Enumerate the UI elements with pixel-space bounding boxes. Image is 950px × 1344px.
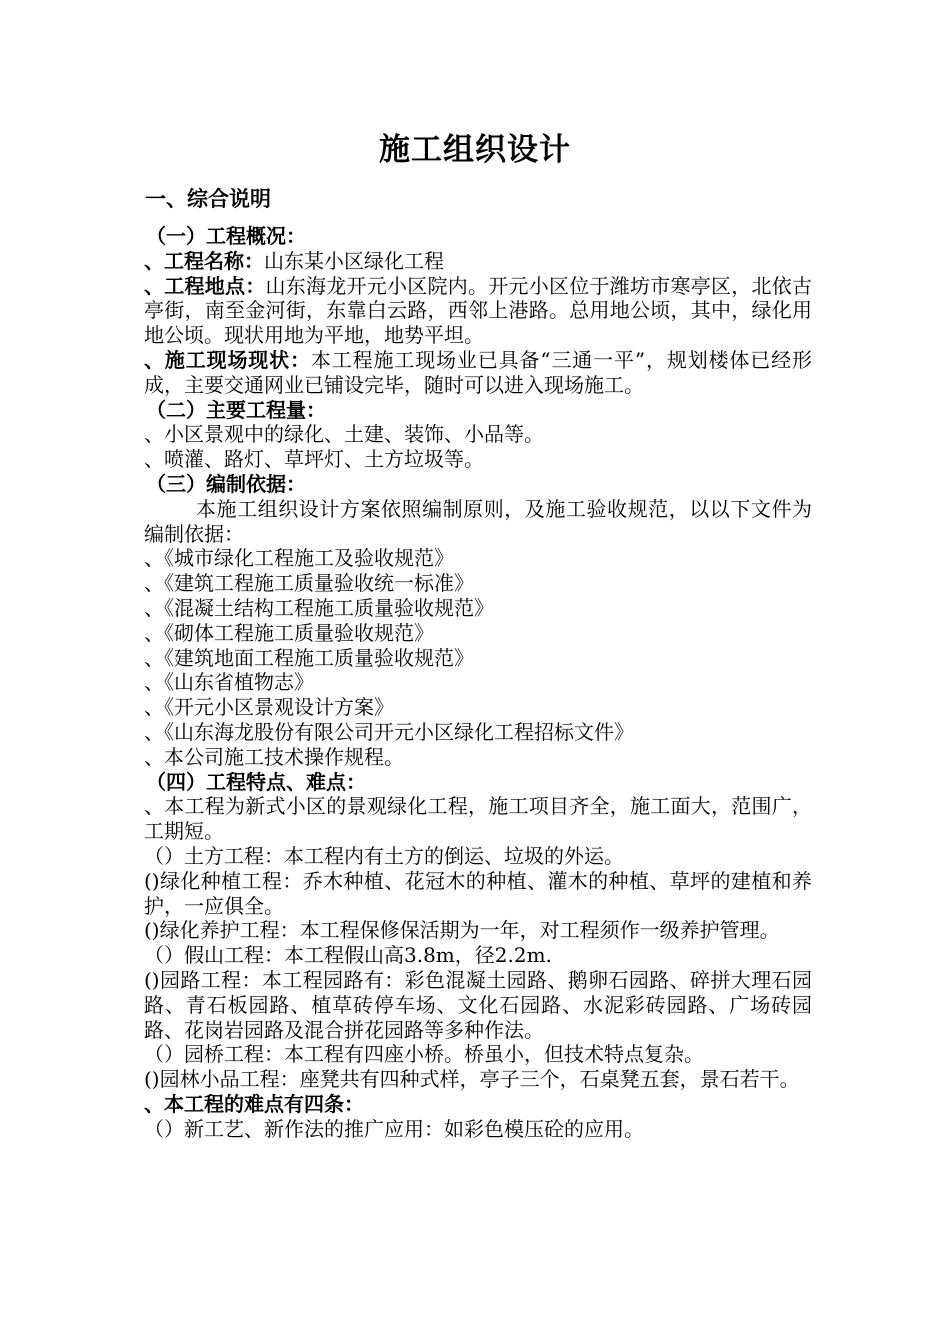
subsection-heading-basis: （三）编制依据：	[146, 471, 306, 496]
list-item: ()绿化养护工程：本工程保修保活期为一年，对工程须作一级养护管理。	[144, 918, 780, 943]
list-item: ()园林小品工程：座凳共有四种式样，亭子三个，石桌凳五套，景石若干。	[144, 1067, 800, 1092]
project-site-label: 、工程地点：	[144, 273, 266, 298]
list-item: （）土方工程：本工程内有土方的倒运、垃圾的外运。	[144, 843, 624, 868]
list-item: 、《建筑地面工程施工质量验收规范》	[144, 645, 474, 670]
list-item: 、《城市绿化工程施工及验收规范》	[144, 546, 454, 571]
list-item: 、《山东省植物志》	[144, 670, 314, 695]
project-name-label: 、工程名称：	[144, 248, 264, 273]
subsection-heading-main-quantities: （二）主要工程量：	[146, 397, 326, 422]
list-item: 、《砌体工程施工质量验收规范》	[144, 620, 434, 645]
list-item: 、小区景观中的绿化、土建、装饰、小品等。	[144, 422, 544, 447]
site-status-label: 、施工现场现状：	[144, 347, 311, 372]
section-heading-overview: 一、综合说明	[145, 187, 271, 211]
site-status-value: 本工程施工现场业已具备“三通一平”，规划楼体已经形成，主要交通网业已铺设完毕，随时可以进入现场施工。	[144, 347, 812, 397]
list-item: 、《混凝土结构工程施工质量验收规范》	[144, 595, 494, 620]
list-item: 、《建筑工程施工质量验收统一标准》	[144, 571, 474, 596]
list-item: ()绿化种植工程：乔木种植、花冠木的种植、灌木的种植、草坪的建植和养护，一应俱全。	[144, 868, 812, 918]
document-body	[144, 224, 812, 1141]
difficulty-heading: 、本工程的难点有四条：	[144, 1091, 364, 1116]
list-item: 、《开元小区景观设计方案》	[144, 695, 394, 720]
subsection-heading-project-overview: （一）工程概况：	[146, 224, 306, 248]
document-title: 施工组织设计	[379, 132, 571, 168]
list-item: （）园桥工程：本工程有四座小桥。桥虽小，但技术特点复杂。	[144, 1042, 704, 1067]
project-name-value: 山东某小区绿化工程	[264, 248, 444, 273]
project-site-value: 山东海龙开元小区院内。开元小区位于潍坊市寒亭区，北依古亭街，南至金河街，东靠白云路，西邻上港路。总用地公顷，其中，绿化用地公顷。现状用地为平地，地势平坦。	[144, 273, 812, 348]
subsection-heading-features: （四）工程特点、难点：	[146, 769, 366, 794]
list-item: （）假山工程：本工程假山高3.8m，径2.2m.	[144, 943, 552, 968]
list-item: 、本公司施工技术操作规程。	[144, 744, 404, 769]
list-item: 、《山东海龙股份有限公司开元小区绿化工程招标文件》	[144, 719, 634, 744]
list-item: （）新工艺、新作法的推广应用：如彩色模压砼的应用。	[144, 1116, 644, 1141]
basis-intro-paragraph: 本施工组织设计方案依照编制原则，及施工验收规范，以以下文件为编制依据：	[144, 496, 812, 546]
features-intro-paragraph: 、本工程为新式小区的景观绿化工程，施工项目齐全，施工面大，范围广，工期短。	[144, 794, 812, 844]
list-item: 、喷灌、路灯、草坪灯、土方垃圾等。	[144, 447, 484, 472]
list-item: ()园路工程：本工程园路有：彩色混凝土园路、鹅卵石园路、碎拼大理石园路、青石板园路、植草砖停车场、文化石园路、水泥彩砖园路、广场砖园路、花岗岩园路及混合拼花园路等多种作法。	[144, 967, 812, 1042]
